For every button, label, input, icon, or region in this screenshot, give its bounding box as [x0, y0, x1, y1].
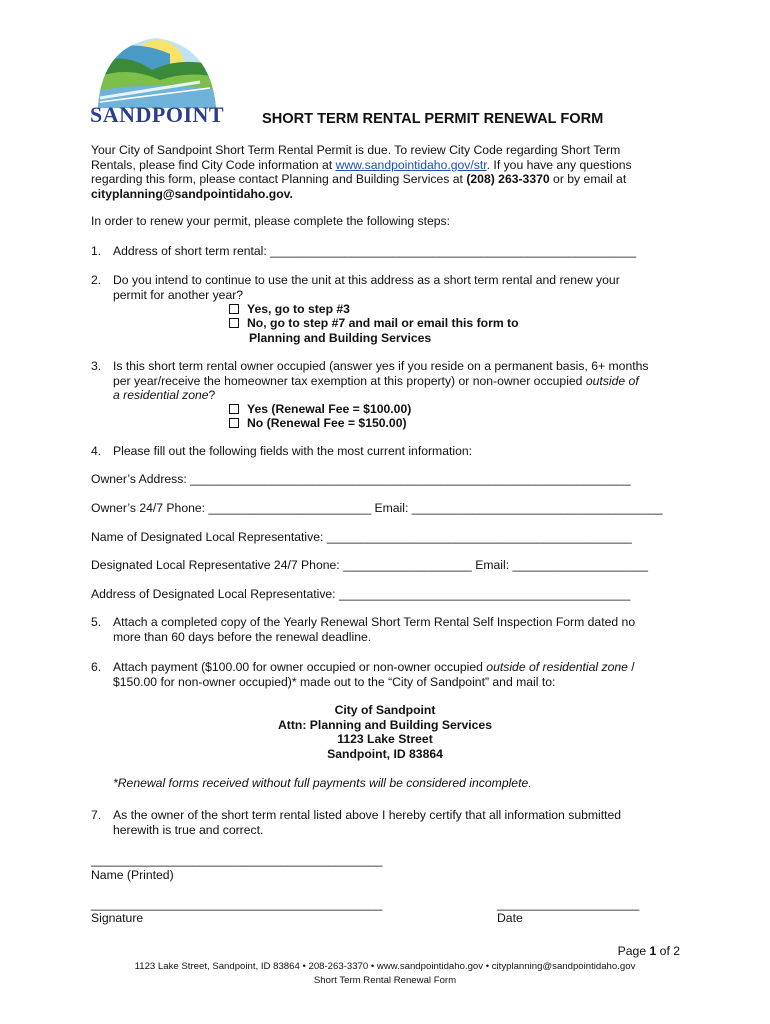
rep-address-field[interactable]: Address of Designated Local Representative: ___________________________________________ [91, 587, 631, 601]
step-7-number: 7. [91, 808, 102, 822]
owner-address-field[interactable]: Owner’s Address: _________________________________________________________________ [91, 472, 631, 486]
signature-line[interactable]: ___________________________________________ [91, 897, 383, 911]
owner-phone-email-field[interactable]: Owner’s 24/7 Phone: ________________________ Email: _____________________________________ [91, 501, 663, 515]
step-7-text: As the owner of the short term rental listed above I hereby certify that all information submitted herewith is true and correct. [113, 808, 622, 837]
step-2-number: 2. [91, 273, 102, 287]
checkbox[interactable] [229, 404, 239, 414]
step-3-no-option[interactable]: No (Renewal Fee = $150.00) [229, 416, 407, 431]
footer-form-name: Short Term Rental Renewal Form [313, 975, 457, 986]
intro-paragraph: Your City of Sandpoint Short Term Rental Permit is due. To review City Code regarding Short Term Rentals, please find City Code information at www.sandpointidaho.gov/str. If you have any questions regarding this form, please contact Planning and Building Services at (208) 263-3370 or by email at cityplanning@sandpointidaho.gov. [91, 143, 691, 201]
printed-name-line[interactable]: ___________________________________________ [91, 853, 383, 867]
step-6-text: Attach payment ($100.00 for owner occupied or non-owner occupied outside of residential zone / $150.00 for non-owner occupied)* made out to the “City of Sandpoint” and mail to: [113, 660, 635, 689]
contact-email: cityplanning@sandpointidaho.gov. [91, 186, 293, 201]
footer-contact: 1123 Lake Street, Sandpoint, ID 83864 • 208-263-3370 • www.sandpointidaho.gov • cityplanning@sandpointidaho.gov [134, 961, 636, 972]
date-label: Date [497, 911, 523, 925]
mailing-address: City of Sandpoint Attn: Planning and Building Services 1123 Lake Street Sandpoint, ID 83864 [278, 703, 492, 761]
step-3-number: 3. [91, 359, 102, 373]
page-title: SHORT TERM RENTAL PERMIT RENEWAL FORM [262, 111, 604, 127]
contact-phone: (208) 263-3370 [466, 172, 550, 187]
incomplete-payment-note: *Renewal forms received without full payments will be considered incomplete. [113, 776, 532, 790]
steps-intro: In order to renew your permit, please complete the following steps: [91, 214, 451, 228]
step-3-yes-option[interactable]: Yes (Renewal Fee = $100.00) [229, 402, 411, 417]
logo-wordmark: SANDPOINT [90, 102, 225, 127]
step-5-text: Attach a completed copy of the Yearly Renewal Short Term Rental Self Inspection Form dated no more than 60 days before the renewal deadline. [113, 615, 636, 644]
step-6-number: 6. [91, 660, 102, 674]
date-line[interactable]: _____________________ [497, 897, 640, 911]
step-2-no-option[interactable]: No, go to step #7 and mail or email this form to [229, 316, 519, 331]
checkbox[interactable] [229, 318, 239, 328]
step-2-yes-option[interactable]: Yes, go to step #3 [229, 302, 350, 317]
step-2-no-option-continued: Planning and Building Services [249, 331, 432, 345]
step-1-address-field[interactable]: Address of short term rental: ______________________________________________________ [113, 244, 637, 258]
step-1-number: 1. [91, 244, 102, 258]
page-number: Page 1 of 2 [617, 944, 680, 958]
step-3-question: Is this short term rental owner occupied (answer yes if you reside on a permanent basis, 6+ months per year/receive the homeowner tax exemption at this property) or non-owner occupied outside of a residential zone? [113, 359, 649, 403]
step-4-text: Please fill out the following fields with the most current information: [113, 444, 473, 458]
str-code-link[interactable]: www.sandpointidaho.gov/str [335, 157, 487, 172]
step-2-question: Do you intend to continue to use the unit at this address as a short term rental and renew your permit for another year? [113, 273, 620, 302]
printed-name-label: Name (Printed) [91, 868, 174, 882]
step-4-number: 4. [91, 444, 102, 458]
step-5-number: 5. [91, 615, 102, 629]
signature-label: Signature [91, 911, 144, 925]
checkbox[interactable] [229, 304, 239, 314]
checkbox[interactable] [229, 418, 239, 428]
rep-name-field[interactable]: Name of Designated Local Representative: _____________________________________________ [91, 530, 632, 544]
rep-phone-email-field[interactable]: Designated Local Representative 24/7 Phone: ___________________ Email: ____________________ [91, 558, 649, 572]
